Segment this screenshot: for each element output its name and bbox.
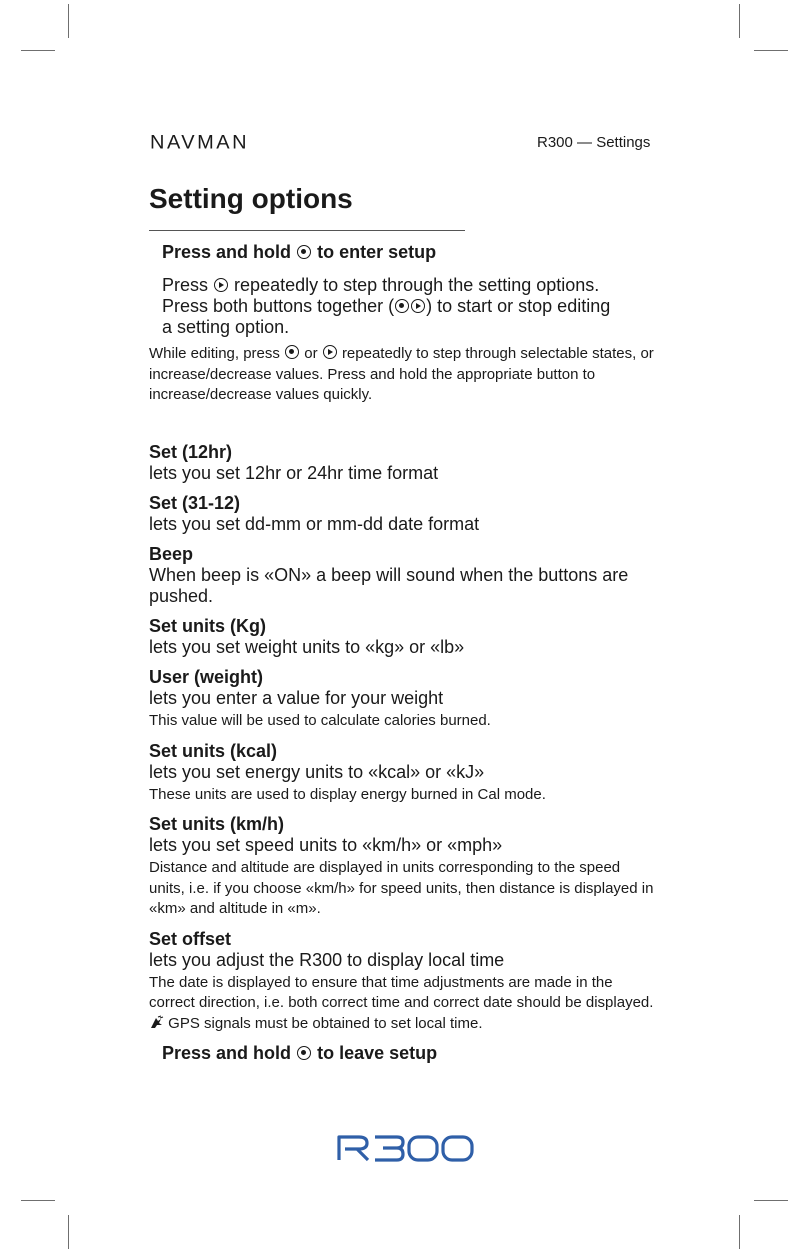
section-header: R300 — Settings	[537, 134, 651, 151]
setting-description: When beep is «ON» a beep will sound when the buttons are pushed.	[149, 565, 629, 606]
setting-note: These units are used to display energy burned in Cal mode.	[149, 785, 546, 803]
intro-line-1-after: repeatedly to step through the setting options.	[234, 275, 600, 295]
editing-note-after: repeatedly to step through selectable states, or increase/decrease values. Press and hold the appropriate button to increase/decrease values quickly.	[149, 345, 654, 403]
setting-description: lets you set speed units to «km/h» or «mph»	[149, 835, 503, 855]
setting-item	[149, 492, 659, 535]
intro-line-1	[162, 275, 599, 296]
setting-item	[149, 615, 659, 658]
setting-item	[149, 543, 659, 607]
setting-heading: Beep	[149, 544, 194, 564]
setting-item	[149, 740, 659, 806]
setting-item	[149, 928, 659, 1035]
crop-mark	[739, 4, 740, 38]
setting-heading: Set units (kcal)	[149, 740, 278, 761]
enter-setup-instruction	[162, 242, 436, 263]
editing-note-before: While editing, press	[149, 345, 280, 362]
setting-heading: Set offset	[149, 928, 232, 949]
crop-mark	[739, 1215, 740, 1249]
setting-description: lets you enter a value for your weight	[149, 688, 444, 708]
intro-line-2-after: ) to start or stop editing	[426, 296, 611, 316]
setting-description: lets you set energy units to «kcal» or «kJ»	[149, 761, 485, 782]
play-button-icon	[214, 278, 228, 292]
select-button-icon	[297, 245, 311, 259]
brand-name: NAVMAN	[150, 132, 250, 154]
setting-note: This value will be used to calculate calories burned.	[149, 712, 491, 729]
title-rule	[149, 230, 465, 231]
play-button-icon	[323, 345, 337, 359]
setting-heading: Set (31-12)	[149, 493, 241, 513]
leave-setup-text-after: to leave setup	[317, 1043, 438, 1063]
setting-description: lets you adjust the R300 to display local time	[149, 949, 505, 970]
setting-item	[149, 813, 659, 920]
setting-item	[149, 666, 659, 732]
select-button-icon	[285, 345, 299, 359]
page-title: Setting options	[149, 183, 353, 214]
setting-heading: Set (12hr)	[149, 442, 233, 462]
crop-mark	[754, 50, 788, 51]
setting-heading: User (weight)	[149, 667, 264, 687]
setting-item	[149, 441, 659, 484]
setting-note	[149, 973, 659, 1035]
play-button-icon	[411, 299, 425, 313]
setting-note-text: The date is displayed to ensure that time adjustments are made in the correct direction, i.e. both correct time and correct date should be displayed.	[149, 973, 654, 1011]
editing-note	[149, 344, 659, 406]
setting-description: lets you set dd-mm or mm-dd date format	[149, 514, 480, 534]
settings-list	[149, 441, 659, 1042]
intro-line-1-before: Press	[162, 275, 209, 295]
editing-note-middle: or	[304, 345, 318, 362]
setting-description: lets you set weight units to «kg» or «lb»	[149, 637, 465, 657]
satellite-icon	[149, 1015, 164, 1030]
leave-setup-text-before: Press and hold	[162, 1043, 292, 1063]
setting-heading: Set units (km/h)	[149, 814, 285, 834]
crop-mark	[21, 50, 55, 51]
setting-note-text: GPS signals must be obtained to set local time.	[168, 1014, 483, 1032]
intro-line-2	[162, 296, 610, 317]
setting-note: Distance and altitude are displayed in units corresponding to the speed units, i.e. if you choose «km/h» for speed units, then distance is displayed in «km» and altitude in «m».	[149, 859, 654, 917]
intro-line-3: a setting option.	[162, 317, 290, 337]
select-button-icon	[395, 299, 409, 313]
enter-setup-text-after: to enter setup	[317, 242, 437, 262]
setting-description: lets you set 12hr or 24hr time format	[149, 463, 439, 483]
leave-setup-instruction	[162, 1043, 437, 1064]
crop-mark	[754, 1200, 788, 1201]
select-button-icon	[297, 1046, 311, 1060]
r300-logo	[337, 1134, 475, 1162]
crop-mark	[21, 1200, 55, 1201]
setting-heading: Set units (Kg)	[149, 616, 266, 636]
crop-mark	[68, 4, 69, 38]
enter-setup-text-before: Press and hold	[162, 242, 292, 262]
intro-line-2-before: Press both buttons together (	[162, 296, 395, 316]
crop-mark	[68, 1215, 69, 1249]
